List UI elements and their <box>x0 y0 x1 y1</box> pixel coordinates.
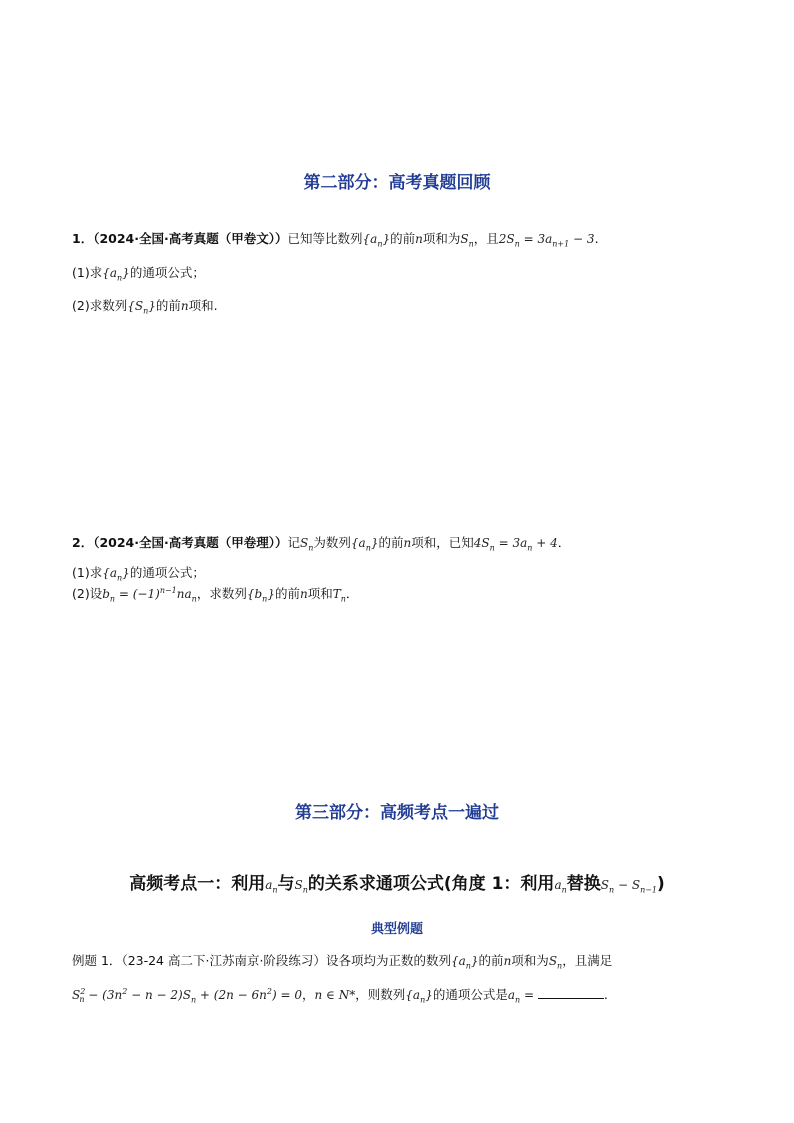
example-1-equation: $S^2_n - (3n^2 - n - 2)S_n + (2n - 6n^2) = 0$ <box>72 987 302 1005</box>
question-1-number: 1． <box>72 231 94 246</box>
example-1-label: 例题 1． <box>72 953 122 968</box>
example-1-equation-line: $S^2_n - (3n^2 - n - 2)S_n + (2n - 6n^2) = 0$，n ∈ N*，则数列$\{a_n\}$的通项公式是$a_n$ = . <box>72 987 608 1005</box>
topic-heading: 高频考点一：利用$a_n$与$S_n$的关系求通项公式(角度 1：利用$a_n$替换$S_n - S_{n-1}$) <box>129 874 665 895</box>
answer-blank[interactable] <box>538 987 604 999</box>
question-1-condition: $2S_n = 3a_{n+1} - 3$ <box>498 232 595 249</box>
question-1-source: （2024·全国·高考真题（甲卷文）） <box>93 231 288 246</box>
question-2-stem: 2．（2024·全国·高考真题（甲卷理））记$S_n$为数列$\{a_n\}$的前n项和，已知$4S_n = 3a_n + 4$． <box>72 535 571 553</box>
examples-subtitle: 典型例题 <box>370 922 423 937</box>
example-1-source: （23-24 高二下·江苏南京·阶段练习） <box>121 953 326 968</box>
question-1-part-1: (1)求$\{a_n\}$的通项公式； <box>72 265 205 283</box>
question-2-source: （2024·全国·高考真题（甲卷理）） <box>93 535 288 550</box>
question-2-condition: $4S_n = 3a_n + 4$ <box>473 536 558 553</box>
question-2-part-1: (1)求$\{a_n\}$的通项公式； <box>72 565 205 583</box>
example-1-stem: 例题 1．（23-24 高二下·江苏南京·阶段练习）设各项均为正数的数列$\{a_n\}$的前n项和为$S_n$，且满足 <box>72 953 613 971</box>
part3-title: 第三部分：高频考点一遍过 <box>295 803 499 823</box>
part2-title: 第二部分：高考真题回顾 <box>303 173 491 193</box>
question-2-number: 2． <box>72 535 94 550</box>
question-1-stem: 1．（2024·全国·高考真题（甲卷文））已知等比数列$\{a_n\}$的前n项和为$S_n$，且$2S_n = 3a_{n+1} - 3$. <box>72 231 599 249</box>
question-1-part-2: (2)求数列$\{S_n\}$的前n项和. <box>72 298 218 316</box>
question-2-part-2: (2)设$b_n = (-1)^{n-1}na_n$，求数列$\{b_n\}$的前n项和$T_n$． <box>72 586 359 604</box>
